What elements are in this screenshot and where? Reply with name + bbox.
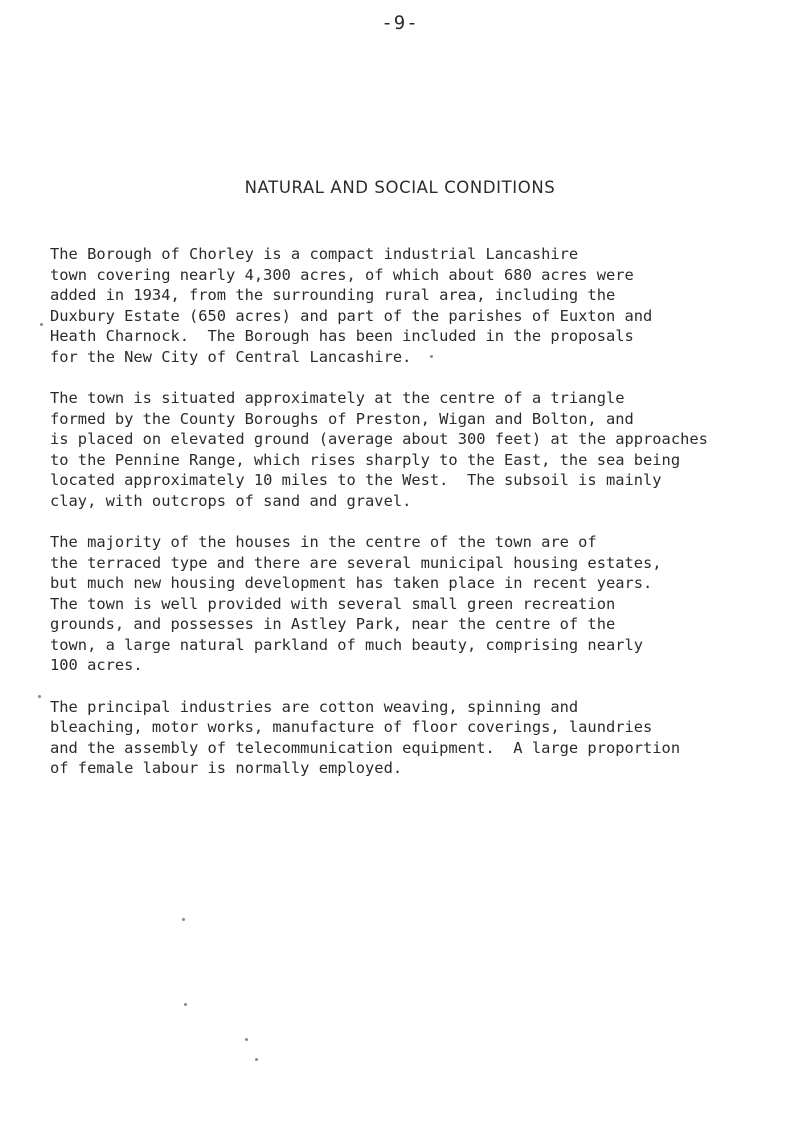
text-line: The principal industries are cotton weaving, spinning and	[50, 697, 579, 716]
paragraph-industries	[50, 697, 800, 779]
text-line: The town is well provided with several small green recreation	[50, 594, 616, 613]
text-line: grounds, and possesses in Astley Park, near the centre of the	[50, 615, 616, 633]
text-line: is placed on elevated ground (average about 300 feet) at the approaches	[50, 430, 708, 448]
scan-speck	[38, 695, 41, 698]
text-line: formed by the County Boroughs of Preston, Wigan and Bolton, and	[50, 409, 634, 428]
text-line: located approximately 10 miles to the West. The subsoil is mainly	[50, 471, 662, 489]
text-line: but much new housing development has taken place in recent years.	[50, 574, 653, 592]
text-line: The majority of the houses in the centre of the town are of	[50, 533, 597, 551]
paragraph-borough	[50, 244, 800, 367]
scan-speck	[182, 918, 185, 921]
scan-speck	[40, 323, 43, 326]
body-text	[50, 244, 800, 800]
section-heading: NATURAL AND SOCIAL CONDITIONS	[244, 178, 556, 197]
text-line: 100 acres.	[50, 656, 143, 674]
text-line: added in 1934, from the surrounding rural area, including the	[50, 286, 616, 304]
paragraph-housing	[50, 532, 800, 676]
text-line: town covering nearly 4,300 acres, of which about 680 acres were	[50, 265, 634, 284]
text-line: Heath Charnock. The Borough has been included in the proposals	[50, 327, 634, 345]
scan-speck	[430, 355, 433, 358]
text-line: Duxbury Estate (650 acres) and part of the parishes of Euxton and	[50, 306, 653, 325]
text-line: the terraced type and there are several municipal housing estates,	[50, 553, 662, 572]
paragraph-location	[50, 388, 800, 511]
scan-speck	[245, 1038, 248, 1041]
text-line: The Borough of Chorley is a compact industrial Lancashire	[50, 245, 579, 263]
text-line: for the New City of Central Lancashire.	[50, 347, 412, 366]
scan-speck	[255, 1058, 258, 1061]
text-line: of female labour is normally employed.	[50, 759, 403, 777]
text-line: bleaching, motor works, manufacture of floor coverings, laundries	[50, 718, 653, 736]
page-number: -9-	[381, 12, 419, 34]
text-line: The town is situated approximately at the centre of a triangle	[50, 389, 625, 407]
scan-speck	[184, 1003, 187, 1006]
text-line: to the Pennine Range, which rises sharply to the East, the sea being	[50, 450, 681, 469]
text-line: town, a large natural parkland of much beauty, comprising nearly	[50, 635, 644, 654]
text-line: clay, with outcrops of sand and gravel.	[50, 491, 412, 510]
text-line: and the assembly of telecommunication equipment. A large proportion	[50, 738, 681, 757]
